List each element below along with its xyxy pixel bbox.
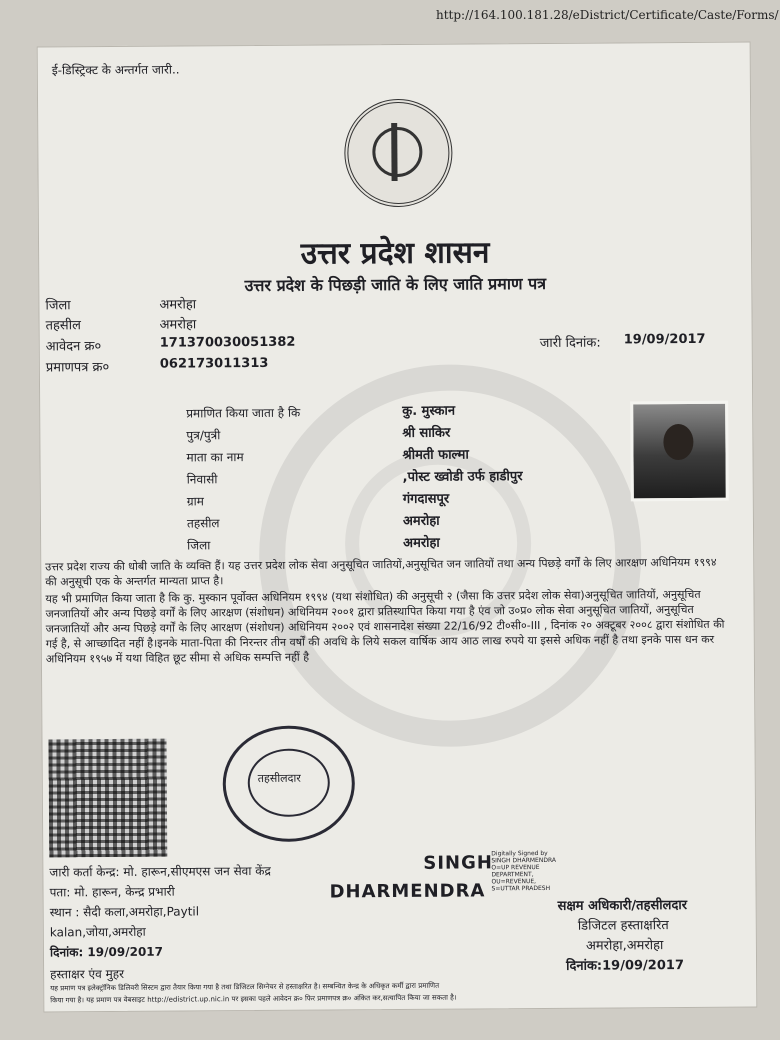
issuer-address: पता: मो. हारून, केन्द्र प्रभारी [49, 884, 175, 900]
detail-label-resident: निवासी [186, 472, 218, 487]
body-paragraph-certification: यह भी प्रमाणित किया जाता है कि कु. मुस्कान पूर्वोक्त अधिनियम १९९४ (यथा संशोधित) की अनुसूची २ (जैसा कि उत्तर प्रदेश लोक सेवा)अनुसूचित जातियों, अनुसूचित जनजातियों और अन्य पिछड़े वर्गों के लिए आरक्षण (संशोधन) अधिनियम २००१ द्वारा प्रतिस्थापित किया गया है एंव जो उ०प्र० लोक सेवा अनुसूचित जातियों, अनुसूचित जनजातियों और अन्य पिछड़े वर्गों के लिए आरक्षण (संशोधन) अधिनियम २००२ एवं शासनादेश संख्या 22/16/92 टी०सी०-III , दिनांक २० अक्टूबर २००८ द्वारा संशोधित की गई है, से आच्छादित नहीं है।इनके माता-पिता की निरन्तर तीन वर्षों की अवधि के लिये सकल वार्षिक आय आठ लाख रुपये या इससे अधिक नहीं है तथा इनके पास धन कर अधिनियम १९५७ में यथा विहित छूट सीमा से अधिक सम्पत्ति नहीं है [45, 587, 725, 666]
detail-label-certified: प्रमाणित किया जाता है कि [186, 405, 301, 421]
detail-label-child-of: पुत्र/पुत्री [186, 428, 221, 443]
detail-value-name: कु. मुस्कान [402, 403, 456, 419]
detail-value-father: श्री साकिर [402, 425, 451, 441]
detail-value-resident: ,पोस्ट ख्वोडी उर्फ हाडीपुर [402, 469, 523, 485]
authority-digital: डिजिटल हस्ताक्षरित [577, 918, 669, 934]
meta-label-application-no: आवेदन क्र० [45, 339, 102, 355]
certificate-sheet [37, 42, 758, 1013]
meta-value-district: अमरोहा [159, 297, 197, 313]
issue-date-label: जारी दिनांक: [539, 335, 601, 351]
detail-label-mother: माता का नाम [186, 450, 244, 465]
certificate-title: उत्तर प्रदेश शासन [300, 235, 490, 272]
up-government-emblem [344, 99, 453, 208]
issuer-center: जारी कर्ता केन्द्र: मो. हारून,सीएमएस जन सेवा केंद्र [49, 863, 271, 880]
detail-value-district: अमरोहा [403, 535, 440, 551]
detail-label-tehsil: तहसील [186, 516, 220, 531]
certificate-body [45, 555, 726, 669]
footer-note-1: यह प्रमाण पत्र इलेक्ट्रॉनिक डिलिवरी सिस्टम द्वारा तैयार किया गया है तथा डिजिटल सिग्नेचर से हस्ताक्षरित है। सम्बन्धित केन्द्र के अधिकृत कर्मी द्वारा प्रमाणित [50, 981, 440, 993]
issuer-sign-seal: हस्ताक्षर एंव मुहर [50, 966, 125, 982]
signature-name-bottom: DHARMENDRA [329, 880, 486, 903]
certificate-subtitle: उत्तर प्रदेश के पिछड़ी जाति के लिए जाति प्रमाण पत्र [244, 273, 547, 296]
footer-note-2: किया गया है। यह प्रमाण पत्र वेबसाइट http://edistrict.up.nic.in पर इसका पहले आवेदन क्र० फिर प्रमाणपत्र क्र० अंकित कर,सत्यापित किया जा सकता है। [50, 993, 457, 1005]
header-note: ई-डिस्ट्रिक्ट के अन्तर्गत जारी.. [51, 62, 180, 78]
detail-label-village: ग्राम [186, 494, 204, 509]
issue-date: 19/09/2017 [623, 331, 706, 348]
issuer-date: दिनांक: 19/09/2017 [49, 944, 164, 960]
detail-value-mother: श्रीमती फाल्मा [402, 447, 469, 463]
seal-stamp-label: तहसीलदार [257, 771, 301, 785]
detail-value-tehsil: अमरोहा [402, 513, 440, 529]
authority-designation: सक्षम अधिकारी/तहसीलदार [557, 897, 688, 914]
meta-label-district: जिला [45, 298, 71, 314]
signature-name-top: SINGH [423, 852, 493, 874]
meta-value-tehsil: अमरोहा [159, 317, 197, 333]
meta-label-certificate-no: प्रमाणपत्र क्र० [45, 360, 110, 376]
meta-value-certificate-no: 062173011313 [159, 355, 269, 372]
meta-value-application-no: 171370030051382 [159, 334, 296, 351]
issuer-place: स्थान : सैदी कला,अमरोहा,Paytil [49, 904, 200, 920]
authority-date: दिनांक:19/09/2017 [566, 958, 685, 974]
detail-label-district: जिला [187, 538, 211, 553]
page-url: http://164.100.181.28/eDistrict/Certificate/Caste/Forms/ [436, 8, 779, 22]
issuer-place-2: kalan,जोया,अमरोहा [49, 924, 146, 940]
body-paragraph-caste: उत्तर प्रदेश राज्य की धोबी जाति के व्यक्ति हैं। यह उत्तर प्रदेश लोक सेवा अनुसूचित जातियों,अनुसूचित जन जातियों तथा अन्य पिछड़े वर्गों के लिए आरक्षण अधिनियम १९९४ की अनुसूची एक के अन्तर्गत मान्यता प्राप्त है। [45, 555, 717, 589]
authority-place: अमरोहा,अमरोहा [585, 938, 664, 954]
applicant-photo [630, 401, 729, 502]
qr-code [48, 739, 167, 858]
digital-signature-note: Digitally Signed by SINGH DHARMENDRA O=UP REVENUE DEPARTMENT, OU=REVENUE, S=UTTAR PRADESH [491, 849, 557, 893]
meta-label-tehsil: तहसील [45, 318, 81, 334]
detail-value-village: गंगदासपूर [402, 491, 450, 507]
